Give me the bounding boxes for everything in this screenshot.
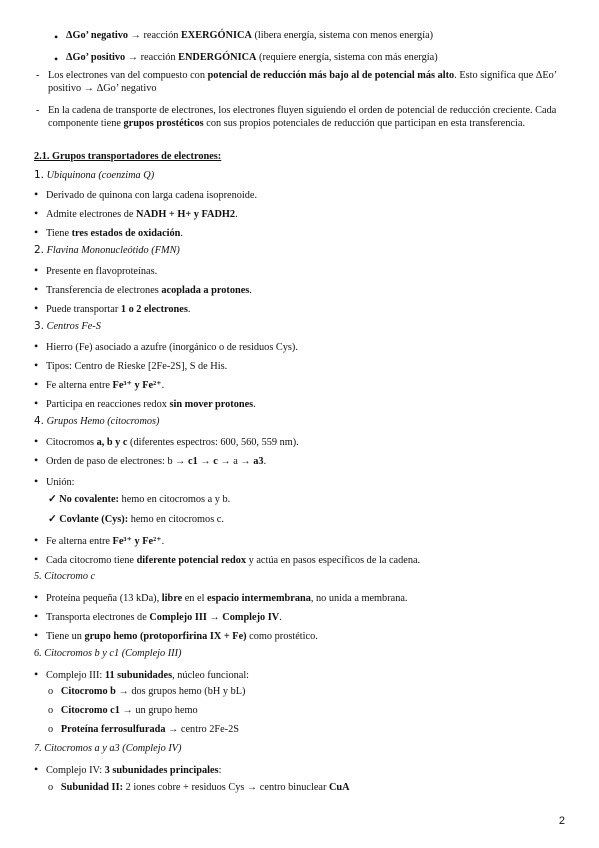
list-item: • Tiene tres estados de oxidación. [34,225,183,239]
list-item: • Puede transportar 1 o 2 electrones. [34,301,191,315]
sub-list-item: o Subunidad II: 2 iones cobre + residuos Cys → centro binuclear CuA [48,782,350,793]
group-heading-hemo: 4. Grupos Hemo (citocromos) [34,415,160,427]
group-heading-fe-s: 3. Centros Fe-S [34,320,101,332]
list-item: • Hierro (Fe) asociado a azufre (inorgánico o de residuos Cys). [34,339,298,353]
delta-g-positive: ΔGo’ positivo → reacción ENDERGÓNICA (requiere energía, sistema con más energía) [66,52,438,63]
dash-marker: - [36,105,40,116]
list-item: • Unión: [34,474,75,488]
list-item: • Fe alterna entre Fe³⁺ y Fe²⁺. [34,533,165,547]
sub-list-item: o Citocromo c1 → un grupo hemo [48,705,198,716]
group-heading-complejo-iii: 6. Citocromos b y c1 (Complejo III) [34,648,182,659]
paragraph-electron-flow: En la cadena de transporte de electrones, los electrones fluyen siguiendo el orden de potencial de reducción creciente. Cada componente tiene grupos prostéticos con sus propios potenciales de reducción que participan en esta transferencia. [48,105,557,129]
bullet-item [54,30,58,46]
list-item: • Complejo III: 11 subunidades, núcleo funcional: [34,667,250,681]
list-item: • Transporta electrones de Complejo III → Complejo IV. [34,609,282,623]
sub-list-item: o Proteína ferrosulfurada → centro 2Fe-2S [48,724,239,735]
list-item: • Participa en reacciones redox sin mover protones. [34,396,256,410]
sub-list-item: o Citocromo b → dos grupos hemo (bH y bL) [48,686,246,697]
group-heading-complejo-iv: 7. Citocromos a y a3 (Complejo IV) [34,743,182,754]
list-item: • Citocromos a, b y c (diferentes espectros: 600, 560, 559 nm). [34,434,299,448]
section-title: 2.1. Grupos transportadores de electrones: [34,151,222,162]
list-item: • Cada citocromo tiene diferente potencial redox y actúa en pasos específicos de la cadena. [34,552,421,566]
bullet-item [54,52,58,68]
bullet-dot: • [54,52,59,66]
bullet-dot: • [54,30,59,44]
paragraph-reduction-potential: Los electrones van del compuesto con potencial de reducción más bajo al de potencial más alto. Esto significa que ΔEo’ positivo → ΔGo’ negativo [48,70,557,94]
group-heading-ubiquinona: 1. Ubiquinona (coenzima Q) [34,169,155,181]
list-item: • Tipos: Centro de Rieske [2Fe-2S], S de His. [34,358,228,372]
list-item: • Admite electrones de NADH + H+ y FADH2. [34,206,238,220]
list-item: • Transferencia de electrones acoplada a protones. [34,282,252,296]
list-item: • Tiene un grupo hemo (protoporfirina IX + Fe) como prostético. [34,628,318,642]
dash-marker: - [36,70,40,81]
list-item: • Complejo IV: 3 subunidades principales: [34,762,222,776]
checkmark-icon: ✓ [48,514,57,525]
group-heading-citocromo-c: 5. Citocromo c [34,571,96,582]
check-item: ✓ No covalente: hemo en citocromos a y b. [48,494,231,505]
list-item: • Presente en flavoproteínas. [34,263,158,277]
list-item: • Orden de paso de electrones: b → c1 → c → a → a3. [34,453,267,467]
group-heading-fmn: 2. Flavina Mononucleótido (FMN) [34,244,180,256]
page-number: 2 [558,815,565,827]
list-item: • Derivado de quinona con larga cadena isoprenoide. [34,187,258,201]
delta-g-negative: ΔGo’ negativo → reacción EXERGÓNICA (libera energía, sistema con menos energía) [66,30,434,41]
list-item: • Proteína pequeña (13 kDa), libre en el espacio intermembrana, no unida a membrana. [34,590,408,604]
list-item: • Fe alterna entre Fe³⁺ y Fe²⁺. [34,377,165,391]
check-item: ✓ Covlante (Cys): hemo en citocromos c. [48,514,224,525]
checkmark-icon: ✓ [48,494,57,505]
